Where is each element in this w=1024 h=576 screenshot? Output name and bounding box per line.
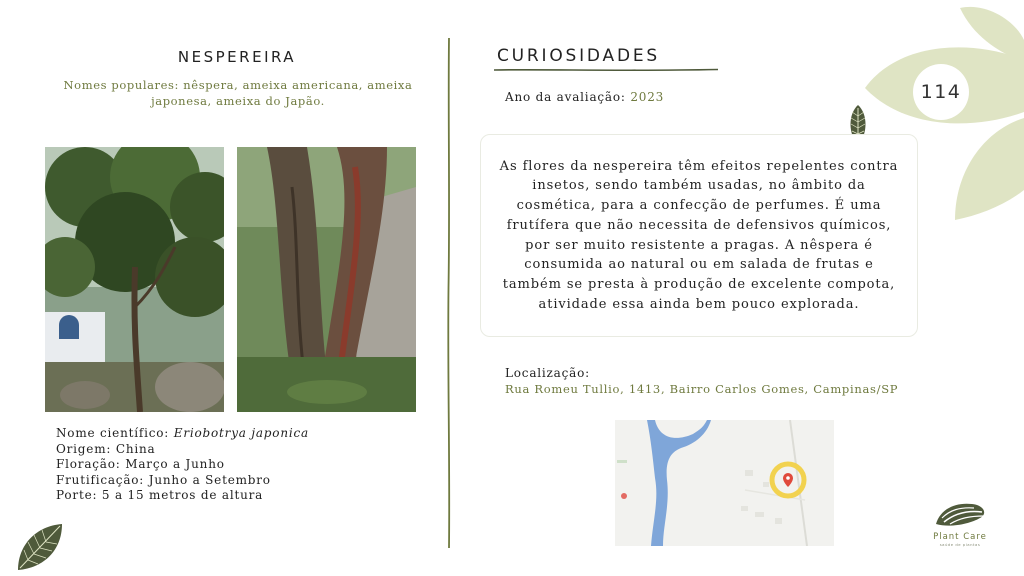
- page-number: 114: [920, 81, 962, 103]
- section-title: CURIOSIDADES: [497, 46, 660, 66]
- fact-label: Nome científico:: [56, 426, 174, 440]
- curiosity-text: As flores da nespereira têm efeitos repelentes contra insetos, sendo também usadas, no âmbito da cosmética, para a confecção de perfumes. É uma frutífera que não necessita de defensivos químicos, por ser muito resistente a pragas. A nêspera é consumida ao natural ou em salada de frutas e também se presta à produção de excelente compota, atividade essa ainda bem pouco explorada.: [499, 158, 899, 312]
- tree-photo-trunk: [237, 147, 416, 412]
- logo-tagline: saúde de plantas: [939, 542, 981, 547]
- year-label: Ano da avaliação:: [505, 90, 631, 104]
- plant-facts: [56, 426, 309, 504]
- popular-names: Nomes populares: nêspera, ameixa americana, ameixa japonesa, ameixa do Japão.: [63, 78, 413, 108]
- tree-photo-canopy: [45, 147, 224, 412]
- location-label: Localização:: [505, 366, 590, 380]
- page-title: NESPEREIRA: [177, 48, 297, 66]
- scientific-name: Eriobotrya japonica: [173, 426, 309, 440]
- location-address: Rua Romeu Tullio, 1413, Bairro Carlos Gomes, Campinas/SP: [505, 382, 899, 396]
- fact-flowering: Floração: Março a Junho: [56, 457, 225, 472]
- fact-size: Porte: 5 a 15 metros de altura: [56, 488, 264, 503]
- fact-fruiting: Frutificação: Junho a Setembro: [56, 472, 271, 487]
- year-value: 2023: [630, 90, 665, 104]
- evaluation-year: [505, 90, 664, 104]
- logo-leaf-icon: [932, 500, 988, 530]
- fact-origin: Origem: China: [56, 441, 156, 456]
- fact-scientific-name: [56, 426, 309, 442]
- location-map[interactable]: [615, 420, 834, 546]
- page-number-badge: [913, 64, 969, 120]
- column-divider: [445, 38, 453, 548]
- curiosity-card: [480, 134, 918, 337]
- title-underline: [494, 67, 718, 73]
- leaf-icon: [14, 520, 66, 572]
- logo-name: Plant Care: [933, 532, 987, 542]
- plant-care-logo: [924, 500, 996, 552]
